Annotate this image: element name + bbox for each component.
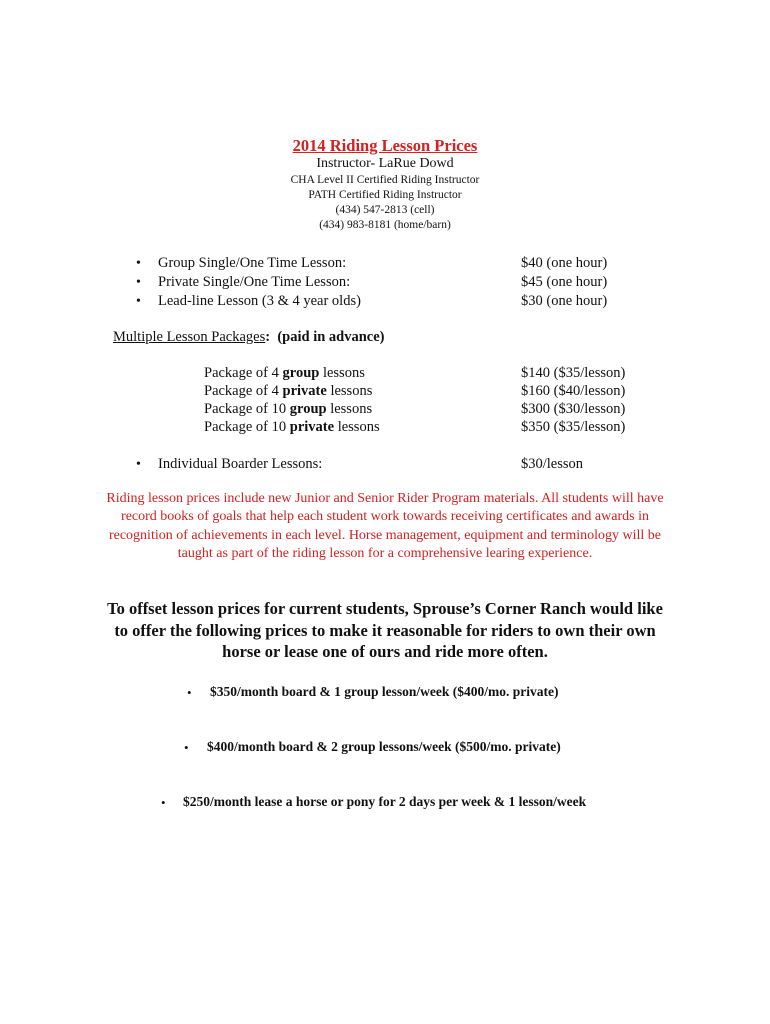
lesson-price: $40 (one hour) — [521, 255, 608, 271]
lesson-price: $30 (one hour) — [521, 293, 608, 309]
bullet-icon: • — [184, 740, 189, 755]
bullet-icon: • — [136, 275, 141, 290]
boarder-price: $30/lesson — [521, 456, 584, 472]
offer-intro: To offset lesson prices for current students, Sprouse’s Corner Ranch would like to offer the following prices to make it reasonable for riders to own their own horse or lease one of ours and ride more often. — [107, 599, 663, 661]
lesson-label: Lead-line Lesson (3 & 4 year olds) — [158, 293, 361, 309]
package-price: $300 ($30/lesson) — [521, 401, 626, 417]
package-item: Package of 4 group lessons — [204, 365, 365, 381]
phone-home: (434) 983-8181 (home/barn) — [319, 219, 451, 231]
boarder-label: Individual Boarder Lessons: — [158, 456, 323, 472]
instructor-name: Instructor- LaRue Dowd — [316, 156, 454, 171]
package-item: Package of 10 private lessons — [204, 419, 380, 435]
offer-item: $350/month board & 1 group lesson/week ($400/mo. private) — [210, 684, 559, 699]
package-price: $350 ($35/lesson) — [521, 419, 626, 435]
document-title: 2014 Riding Lesson Prices — [292, 136, 478, 155]
bullet-icon: • — [136, 457, 141, 472]
phone-cell: (434) 547-2813 (cell) — [335, 204, 435, 216]
lesson-price: $45 (one hour) — [521, 274, 608, 290]
bullet-icon: • — [136, 256, 141, 271]
packages-heading-colon: : — [265, 329, 271, 345]
package-price: $160 ($40/lesson) — [521, 383, 626, 399]
lesson-label: Private Single/One Time Lesson: — [158, 274, 351, 290]
package-price: $140 ($35/lesson) — [521, 365, 626, 381]
package-item: Package of 4 private lessons — [204, 383, 373, 399]
offer-item: $250/month lease a horse or pony for 2 days per week & 1 lesson/week — [183, 794, 587, 809]
bullet-icon: • — [161, 795, 166, 810]
packages-heading-note: (paid in advance) — [277, 329, 385, 345]
program-note: Riding lesson prices include new Junior and Senior Rider Program materials. All students will have record books of goals that help each student work towards receiving certificates and awards in recognition of achievements in each level. Horse management, equipment and terminology will be taught as part of the riding lesson for a comprehensive learing experience. — [106, 491, 664, 561]
bullet-icon: • — [136, 294, 141, 309]
offer-item: $400/month board & 2 group lessons/week ($500/mo. private) — [207, 739, 561, 754]
packages-heading-label: Multiple Lesson Packages — [113, 329, 266, 345]
lesson-label: Group Single/One Time Lesson: — [158, 255, 347, 271]
package-item: Package of 10 group lessons — [204, 401, 373, 417]
bullet-icon: • — [187, 685, 192, 700]
certification-path: PATH Certified Riding Instructor — [308, 189, 462, 201]
packages-heading — [113, 329, 385, 346]
certification-cha: CHA Level II Certified Riding Instructor — [290, 174, 480, 186]
